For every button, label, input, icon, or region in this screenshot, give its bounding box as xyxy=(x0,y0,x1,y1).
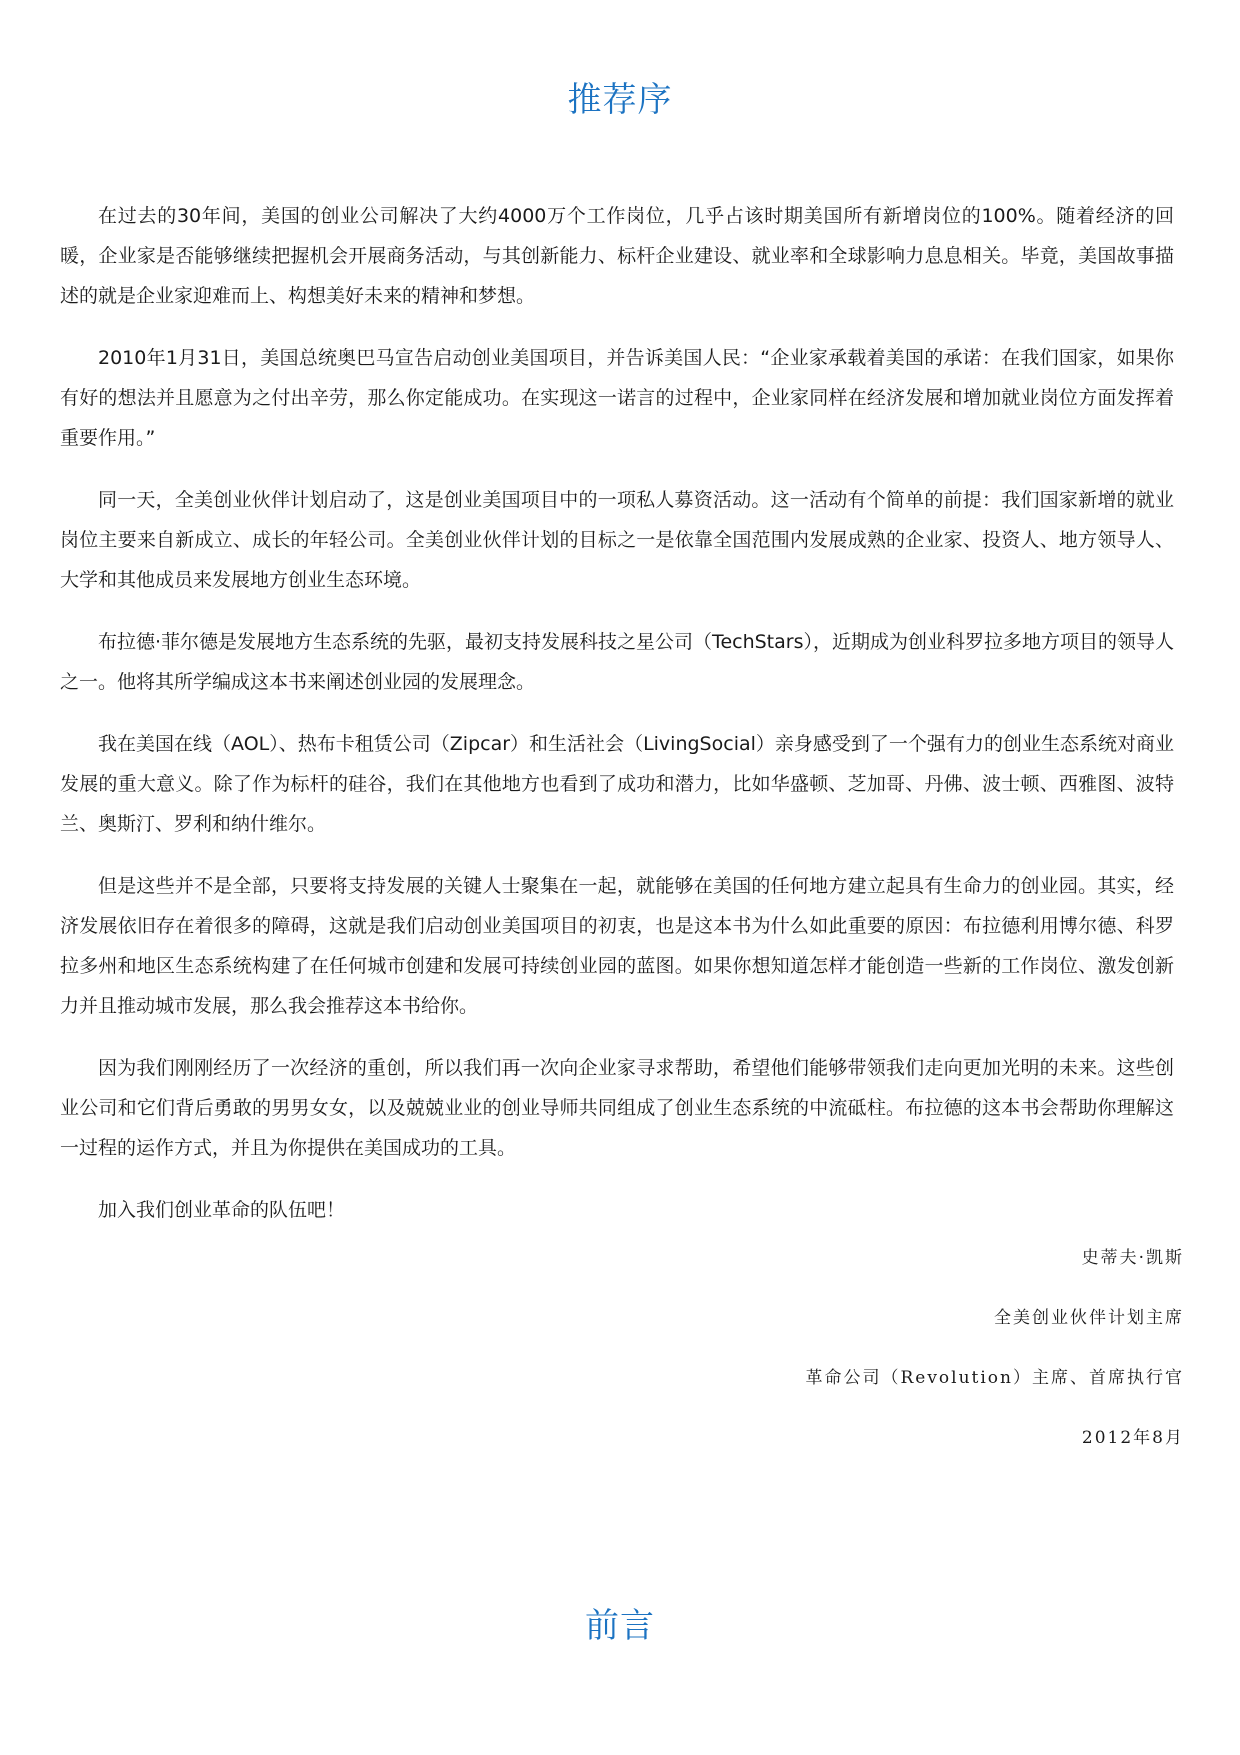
foreword-paragraph: 2010年1月31日，美国总统奥巴马宣告启动创业美国项目，并告诉美国人民：“企业家承载着美国的承诺：在我们国家，如果你有好的想法并且愿意为之付出辛劳，那么你定能成功。在实现这一诺言的过程中，企业家同样在经济发展和增加就业岗位方面发挥着重要作用。” xyxy=(60,347,1174,449)
foreword-paragraph: 我在美国在线（AOL）、热布卡租赁公司（Zipcar）和生活社会（LivingSocial）亲身感受到了一个强有力的创业生态系统对商业发展的重大意义。除了作为标杆的硅谷，我们在其他地方也看到了成功和潜力，比如华盛顿、芝加哥、丹佛、波士顿、西雅图、波特兰、奥斯汀、罗利和纳什维尔。 xyxy=(60,733,1174,835)
signature-role: 革命公司（Revolution）主席、首席执行官 xyxy=(805,1368,1184,1388)
signature-role: 全美创业伙伴计划主席 xyxy=(994,1308,1184,1328)
foreword-paragraph: 加入我们创业革命的队伍吧！ xyxy=(98,1199,346,1221)
foreword-body xyxy=(60,196,1174,1252)
signature-block xyxy=(805,1238,1184,1478)
foreword-paragraph: 在过去的30年间，美国的创业公司解决了大约4000万个工作岗位，几乎占该时期美国所有新增岗位的100%。随着经济的回暖，企业家是否能够继续把握机会开展商务活动，与其创新能力、标杆企业建设、就业率和全球影响力息息相关。毕竟，美国故事描述的就是企业家迎难而上、构想美好未来的精神和梦想。 xyxy=(60,205,1174,307)
signature-date: 2012年8月 xyxy=(1081,1428,1184,1448)
foreword-title: 推荐序 xyxy=(567,80,673,120)
foreword-paragraph: 布拉德·菲尔德是发展地方生态系统的先驱，最初支持发展科技之星公司（TechStars），近期成为创业科罗拉多地方项目的领导人之一。他将其所学编成这本书来阐述创业园的发展理念。 xyxy=(60,631,1174,693)
foreword-paragraph: 同一天，全美创业伙伴计划启动了，这是创业美国项目中的一项私人募资活动。这一活动有个简单的前提：我们国家新增的就业岗位主要来自新成立、成长的年轻公司。全美创业伙伴计划的目标之一是依靠全国范围内发展成熟的企业家、投资人、地方领导人、大学和其他成员来发展地方创业生态环境。 xyxy=(60,489,1174,591)
signature-name: 史蒂夫·凯斯 xyxy=(1081,1248,1184,1268)
foreword-paragraph: 因为我们刚刚经历了一次经济的重创，所以我们再一次向企业家寻求帮助，希望他们能够带领我们走向更加光明的未来。这些创业公司和它们背后勇敢的男男女女，以及兢兢业业的创业导师共同组成了创业生态系统的中流砥柱。布拉德的这本书会帮助你理解这一过程的运作方式，并且为你提供在美国成功的工具。 xyxy=(60,1057,1174,1159)
foreword-paragraph: 但是这些并不是全部，只要将支持发展的关键人士聚集在一起，就能够在美国的任何地方建立起具有生命力的创业园。其实，经济发展依旧存在着很多的障碍，这就是我们启动创业美国项目的初衷，也是这本书为什么如此重要的原因：布拉德利用博尔德、科罗拉多州和地区生态系统构建了在任何城市创建和发展可持续创业园的蓝图。如果你想知道怎样才能创造一些新的工作岗位、激发创新力并且推动城市发展，那么我会推荐这本书给你。 xyxy=(60,875,1174,1017)
preface-title: 前言 xyxy=(585,1606,655,1646)
